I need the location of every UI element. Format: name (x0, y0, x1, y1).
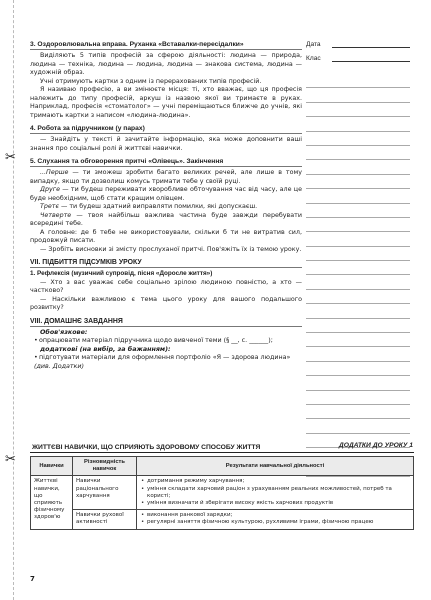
skills-table (30, 456, 414, 530)
section-title: 5. Слухання та обговорення притчі «Олівець». Закінчення (30, 157, 302, 167)
parable-text: — ти зможеш зробити багато великих речей, але лише в тому випадку, якщо ти дозволиш комусь тримати тебе у своїй руці. (30, 169, 302, 185)
lesson-text (30, 38, 302, 371)
paragraph (30, 186, 302, 203)
homework-item: •опрацювати матеріал підручника щодо вивченої теми (§ __, с. ______); (34, 337, 273, 344)
parable-label: Третє (40, 203, 59, 210)
section-7 (30, 258, 302, 313)
list-item: • регулярні заняття фізичною культурою, рухливими іграми, фізичною працею (147, 519, 410, 526)
parable-text: — твоя найбільш важлива частина буде завжди перебувати всередині тебе. (30, 211, 302, 227)
paragraph: — Знайдіть у тексті й зачитайте інформацію, яка може доповнити ваші знання про соціальні ролі й життєві навички. (30, 136, 302, 152)
section-title: VIII. ДОМАШНЄ ЗАВДАННЯ (30, 317, 302, 327)
paragraph: А головне: де б тебе не використовували, скільки б ти не витратив сил, продовжуй писати. (30, 228, 302, 244)
page-number: 7 (30, 575, 35, 583)
section-title: 3. Оздоровлювальна вправа. Руханка «Вставалки-пересідалки» (30, 40, 302, 50)
section-8 (30, 317, 302, 372)
section-3 (30, 40, 302, 120)
date-label: Дата (306, 41, 321, 48)
homework-text: підготувати матеріали для оформлення портфоліо «Я — здорова людина» (39, 354, 291, 361)
table-header: Навички (31, 457, 73, 476)
paragraph (30, 212, 302, 229)
homework-text: опрацювати матеріал підручника щодо вивченої теми (§ __, с. ______); (39, 337, 273, 344)
paragraph: — Наскільки важливою є тема цього уроку для вашого подальшого розвитку? (30, 295, 302, 311)
list-item: • уміння складати харчовий раціон з урахуванням реальних можливостей, потреб та користі; (147, 486, 410, 500)
section-4 (30, 124, 302, 153)
annex-title: ЖИТТЄВІ НАВИЧКИ, ЩО СПРИЯЮТЬ ЗДОРОВОМУ СПОСОБУ ЖИТТЯ (32, 444, 261, 451)
date-row (306, 38, 410, 48)
paragraph: — Хто з вас уважає себе соціально зрілою людиною повністю, а хто — частково? (30, 278, 302, 294)
class-row (306, 52, 410, 62)
list-item: • уміння визначати й зберігати високу якість харчових продуктів (147, 500, 410, 507)
homework-item: •підготувати матеріали для оформлення портфоліо «Я — здорова людина» (див. Додатки) (34, 354, 291, 370)
table-cell: Життєві навички, що сприяють фізичному здоров'ю (31, 476, 73, 529)
section-title: 4. Робота за підручником (у парах) (30, 124, 302, 134)
list-item: • дотримання режиму харчування; (147, 478, 410, 485)
paragraph (30, 169, 302, 186)
table-header: Різновидність навичок (73, 457, 137, 476)
list-item: • виконання ранкової зарядки; (147, 512, 410, 519)
table-row (31, 510, 414, 529)
mandatory-label: Обов'язкове: (40, 328, 88, 336)
table-row (31, 476, 414, 510)
section-5 (30, 157, 302, 254)
extra-label: додаткові (на вибір, за бажанням): (40, 345, 171, 353)
table-cell: Навички раціонального харчування (73, 476, 137, 510)
homework-note: (див. Додатки) (34, 362, 84, 370)
parable-text: — ти будеш переживати хворобливе обточування час від часу, але це буде необхідним, щоб стати кращим олівцем. (30, 186, 302, 202)
table-header-row (31, 457, 414, 476)
class-field[interactable] (332, 53, 410, 62)
cut-line (13, 0, 14, 600)
annex-label: ДОДАТКИ ДО УРОКУ 1 (338, 442, 413, 449)
paragraph: Виділяють 5 типів професій за сферою діяльності: людина — природа, людина — техніка, людина — людина, людина — знакова система, людина — художній образ. (30, 52, 302, 76)
table-cell (137, 476, 414, 510)
paragraph: Учні отримують картки з одним із перерахованих типів професій. (40, 77, 262, 85)
note-lines[interactable] (306, 74, 410, 477)
class-label: Клас (306, 55, 321, 62)
scissors-icon: ✂ (5, 150, 16, 165)
date-field[interactable] (332, 39, 410, 48)
scissors-icon: ✂ (5, 452, 16, 467)
table-cell (137, 510, 414, 529)
section-title: VII. ПІДБИТТЯ ПІДСУМКІВ УРОКУ (30, 258, 302, 268)
paragraph: — Зробіть висновки зі змісту прослуханої притчі. Пов'яжіть їх із темою уроку. (40, 245, 302, 253)
subsection-title: 1. Рефлексія (музичний супровід, пісня «Доросле життя») (30, 270, 213, 277)
parable-label: ...Перше (40, 169, 69, 176)
parable-label: Четверте (40, 211, 72, 219)
parable-label: Друге (40, 186, 60, 193)
table-cell: Навички рухової активності (73, 510, 137, 529)
paragraph (30, 203, 302, 212)
table-header: Результати навчальної діяльності (137, 457, 414, 476)
parable-text: — ти будеш здатний виправляти помилки, які допускаєш. (58, 203, 258, 210)
paragraph: Я називаю професію, а ви змінюєте місця: ті, хто вважає, що ця професія належить до типу професій, аркуш із назвою якої ви тримаєте в руках. Наприклад, професія «стоматолог» — учні переміщаються ближче до учнів, які тримають картки з написом «людина-людина». (30, 86, 302, 119)
